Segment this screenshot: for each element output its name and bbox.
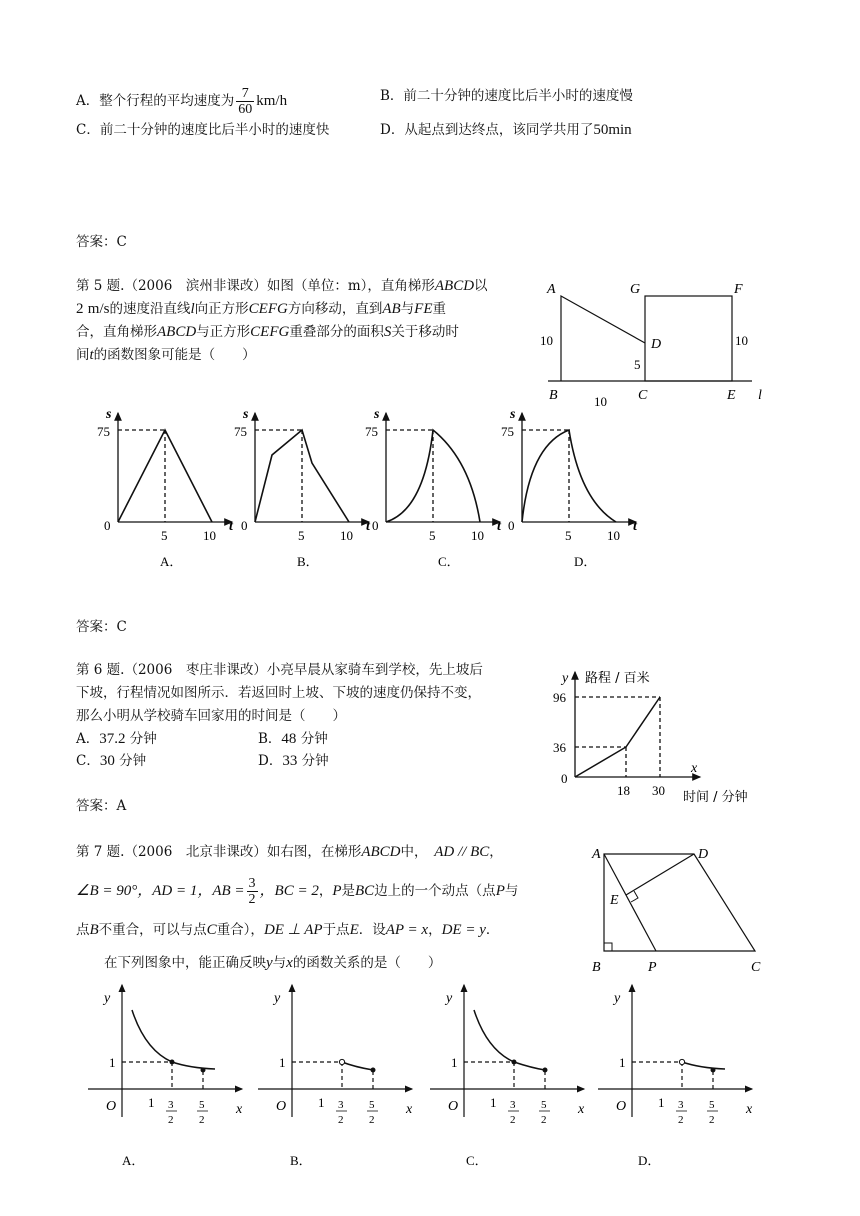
- q4-unit: km/h: [256, 93, 288, 109]
- text: D．: [258, 753, 283, 769]
- text: B: [89, 922, 99, 938]
- tick-75: 75: [97, 424, 110, 439]
- var-abcd: ABCD: [361, 844, 401, 860]
- label-p: P: [648, 960, 657, 975]
- fraction-denominator: 2: [248, 892, 256, 907]
- axis-y-label: y: [562, 671, 569, 686]
- text: 点: [76, 922, 90, 938]
- text: 48: [281, 731, 297, 747]
- text: 是: [341, 883, 356, 899]
- text: 关于移动时: [391, 324, 459, 340]
- tick-x1: 1: [318, 1095, 325, 1110]
- text: 重叠部分的面积: [289, 324, 384, 340]
- tick-y1: 1: [279, 1055, 286, 1070]
- axis-y-label: y: [104, 991, 111, 1006]
- var-s: S: [383, 324, 392, 340]
- text: 与: [272, 955, 287, 971]
- text: 向正方形: [194, 301, 249, 317]
- tick-5-2-den: 2: [369, 1114, 375, 1126]
- curve: [255, 430, 349, 522]
- tick-5-2-num: 5: [369, 1099, 375, 1111]
- q6-line-1: 第 6 题.（2006 枣庄非课改）小亮早晨从家骑车到学校，先上坡后: [76, 662, 483, 678]
- q7-line-4: [104, 953, 441, 973]
- point-solid: [512, 1060, 517, 1065]
- point-open: [679, 1059, 684, 1064]
- label-a: A: [547, 282, 556, 297]
- tick-5: 5: [565, 528, 572, 543]
- text: P: [332, 883, 342, 899]
- q5-graph-d: [501, 407, 638, 569]
- text: 重: [432, 301, 446, 317]
- curve: [386, 430, 480, 522]
- tick-75: 75: [501, 424, 514, 439]
- label-f: F: [734, 282, 743, 297]
- var-abcd: ABCD: [434, 278, 475, 294]
- tick-18: 18: [617, 783, 630, 798]
- label-e: E: [610, 893, 619, 908]
- axis-y-title: 路程 / 百米: [585, 671, 650, 686]
- var-ab: AB: [382, 301, 401, 317]
- q6-option-a: [76, 729, 157, 749]
- curve: [118, 430, 212, 522]
- point-solid: [543, 1068, 548, 1073]
- graph-label-b: B．: [290, 1153, 312, 1168]
- axis-s-label: s: [106, 407, 112, 422]
- text: 中，: [400, 844, 421, 860]
- q5-graph-a: [97, 407, 234, 569]
- text: 方向移动，直到: [287, 301, 383, 317]
- text: E: [349, 922, 359, 938]
- math-parallel: AD // BC: [434, 844, 490, 860]
- q4-option-d-text: D．从起点到达终点，该同学共用了: [380, 122, 594, 138]
- q7-graph-b: [258, 985, 413, 1168]
- text: 与: [400, 301, 415, 317]
- q5-line-3: [76, 322, 459, 342]
- text: ．设: [358, 922, 386, 938]
- q5-line-4: [76, 345, 256, 365]
- curve: [132, 1010, 215, 1069]
- square-cefg: [645, 296, 732, 381]
- q6-option-b: [258, 729, 328, 749]
- origin-label: O: [448, 1099, 459, 1114]
- q7-fraction: [247, 876, 258, 907]
- text: 2: [76, 301, 84, 317]
- q4-option-c: C．前二十分钟的速度比后半小时的速度快: [76, 122, 330, 138]
- curve: [474, 1010, 545, 1070]
- graph-label-a: A．: [160, 554, 183, 569]
- text: 以: [474, 278, 488, 294]
- axis-x-label: x: [746, 1102, 753, 1117]
- tick-5: 5: [161, 528, 168, 543]
- text: 间: [76, 347, 90, 363]
- tick-10: 10: [203, 528, 216, 543]
- tick-5: 5: [429, 528, 436, 543]
- tick-x1: 1: [148, 1095, 155, 1110]
- text: 33: [282, 753, 298, 769]
- point-solid: [711, 1068, 716, 1073]
- origin-label: O: [616, 1099, 627, 1114]
- axis-x-title: 时间 / 分钟: [683, 790, 748, 805]
- label-a: A: [592, 847, 601, 862]
- tick-3-2-num: 3: [168, 1099, 174, 1111]
- text: 合，直角梯形: [76, 324, 157, 340]
- math-conditions: ∠B = 90°，AD = 1，AB =: [76, 883, 245, 899]
- label-c: C: [638, 388, 648, 403]
- text: 与: [504, 883, 519, 899]
- right-angle-e: [631, 891, 638, 902]
- text: A．: [76, 731, 100, 747]
- q4-option-a: [76, 86, 287, 117]
- graph-label-d: D．: [574, 554, 597, 569]
- label-d: D: [651, 337, 662, 352]
- len-cd: 5: [634, 357, 641, 372]
- q6-option-c: [76, 751, 146, 771]
- axis-t-label: t: [229, 519, 233, 534]
- text: 分钟: [301, 753, 329, 769]
- tick-3-2-num: 3: [678, 1099, 684, 1111]
- text: 30: [99, 753, 115, 769]
- segment-de: [626, 854, 694, 895]
- text: 第 5 题.（2006 滨州非课改）如图（单位：m），直角梯形: [76, 278, 435, 294]
- text: 边上的一个动点（点: [374, 883, 496, 899]
- tick-y1: 1: [109, 1055, 116, 1070]
- axis-x-label: x: [406, 1102, 413, 1117]
- tick-5: 5: [298, 528, 305, 543]
- tick-x1: 1: [490, 1095, 497, 1110]
- var-abcd: ABCD: [157, 324, 197, 340]
- q4-option-d: [380, 120, 632, 140]
- fraction-denominator: 60: [238, 102, 253, 117]
- origin-label: 0: [508, 518, 515, 533]
- var-cefg: CEFG: [250, 324, 290, 340]
- text: x: [286, 955, 293, 971]
- text: ．: [485, 922, 500, 938]
- text: 分钟: [129, 731, 157, 747]
- axis-y-label: y: [614, 991, 621, 1006]
- graph-label-c: C．: [466, 1153, 488, 1168]
- text: 第 7 题.（2006 北京非课改）如右图，在梯形: [76, 844, 362, 860]
- len-ab: 10: [540, 333, 553, 348]
- tick-96: 96: [553, 690, 566, 705]
- text: BC: [355, 883, 375, 899]
- var-t: t: [89, 347, 94, 363]
- tick-75: 75: [365, 424, 378, 439]
- q4-option-a-text: A．整个行程的平均速度为: [76, 93, 235, 109]
- axis-s-label: s: [243, 407, 249, 422]
- tick-5-2-num: 5: [709, 1099, 715, 1111]
- label-e: E: [727, 388, 736, 403]
- tick-5-2-den: 2: [541, 1114, 547, 1126]
- tick-10: 10: [340, 528, 353, 543]
- var-l: l: [190, 301, 195, 317]
- axis-x-label: x: [578, 1102, 585, 1117]
- tick-y1: 1: [451, 1055, 458, 1070]
- q7-graph-c: [430, 985, 585, 1168]
- q7-line-3: [76, 920, 499, 940]
- q7-graph-a: [88, 985, 243, 1168]
- q7-graph-d: [598, 985, 753, 1168]
- point-solid: [170, 1060, 175, 1065]
- text: 在下列图象中，能正确反映: [104, 955, 266, 971]
- path-line: [575, 697, 660, 777]
- q5-graph-b: [234, 407, 371, 569]
- origin-label: O: [276, 1099, 287, 1114]
- tick-10: 10: [607, 528, 620, 543]
- graph-label-b: B．: [297, 554, 319, 569]
- q6-option-d: [258, 751, 329, 771]
- text: B．: [258, 731, 282, 747]
- math-perp: DE ⊥ AP: [263, 922, 323, 938]
- math-ap: AP = x: [385, 922, 429, 938]
- fraction-numerator: 7: [236, 86, 254, 102]
- q5-graph-c: [365, 407, 502, 569]
- text: C: [206, 922, 217, 938]
- q4-fraction: [236, 86, 254, 117]
- origin-label: 0: [561, 771, 568, 786]
- var-fe: FE: [414, 301, 433, 317]
- q5-answer: 答案：C: [76, 619, 127, 635]
- tick-3-2-num: 3: [338, 1099, 344, 1111]
- origin-label: O: [106, 1099, 117, 1114]
- axis-x-label: x: [691, 761, 698, 776]
- unit: m/s: [87, 301, 110, 317]
- math-bc: ，BC = 2: [259, 883, 319, 899]
- fraction-numerator: 3: [248, 876, 256, 891]
- axis-s-label: s: [510, 407, 516, 422]
- q4-value: 50: [593, 122, 609, 138]
- q4-answer: 答案：C: [76, 234, 127, 250]
- origin-label: 0: [104, 518, 111, 533]
- q5-line-1: [76, 276, 488, 296]
- label-d: D: [698, 847, 709, 862]
- axis-x-label: x: [236, 1102, 243, 1117]
- tick-75: 75: [234, 424, 247, 439]
- tick-5-2-den: 2: [199, 1114, 205, 1126]
- axis-t-label: t: [497, 519, 501, 534]
- trapezoid-abcd: [604, 854, 755, 951]
- len-fe: 10: [735, 333, 748, 348]
- text: 与正方形: [196, 324, 251, 340]
- q4-unit-min: min: [608, 122, 632, 138]
- tick-5-2-num: 5: [541, 1099, 547, 1111]
- axis-s-label: s: [374, 407, 380, 422]
- tick-y1: 1: [619, 1055, 626, 1070]
- tick-3-2-den: 2: [678, 1114, 684, 1126]
- q7-line-2: [76, 876, 518, 907]
- label-c: C: [751, 960, 761, 975]
- point-solid: [201, 1068, 206, 1073]
- label-g: G: [630, 282, 641, 297]
- tick-5-2-den: 2: [709, 1114, 715, 1126]
- segment-ap: [604, 854, 656, 951]
- axis-y-label: y: [446, 991, 453, 1006]
- tick-5-2-num: 5: [199, 1099, 205, 1111]
- origin-label: 0: [372, 518, 379, 533]
- text: 分钟: [119, 753, 147, 769]
- text: 重合），: [216, 922, 264, 938]
- axis-t-label: t: [366, 519, 370, 534]
- label-b: B: [592, 960, 601, 975]
- trapezoid-edges: [561, 296, 645, 381]
- tick-3-2-den: 2: [510, 1114, 516, 1126]
- tick-30: 30: [652, 783, 665, 798]
- axis-t-label: t: [633, 519, 637, 534]
- tick-36: 36: [553, 740, 566, 755]
- tick-x1: 1: [658, 1095, 665, 1110]
- q6-line-3: 那么小明从学校骑车回家用的时间是（ ）: [76, 708, 346, 724]
- tick-10: 10: [471, 528, 484, 543]
- text: 的速度沿直线: [109, 301, 191, 317]
- text: ，: [318, 883, 333, 899]
- text: 不重合，可以与点: [98, 922, 207, 938]
- math-de: DE = y: [441, 922, 486, 938]
- var-cefg: CEFG: [248, 301, 288, 317]
- len-bc: 10: [594, 394, 607, 409]
- text: 于点: [322, 922, 350, 938]
- text: 分钟: [300, 731, 328, 747]
- graph-label-d: D．: [638, 1153, 661, 1168]
- q7-line-1: 第 7 题.（2006 北京非课改）如右图，在梯形ABCD中， AD // BC，: [76, 844, 503, 860]
- origin-label: 0: [241, 518, 248, 533]
- q4-option-b: B．前二十分钟的速度比后半小时的速度慢: [380, 88, 633, 104]
- q6-line-2: 下坡，行程情况如图所示．若返回时上坡、下坡的速度仍保持不变，: [76, 685, 481, 701]
- axis-y-label: y: [274, 991, 281, 1006]
- label-b: B: [549, 388, 558, 403]
- q6-answer: 答案：A: [76, 798, 127, 814]
- text: C．: [76, 753, 100, 769]
- point-open: [339, 1059, 344, 1064]
- point-solid: [371, 1068, 376, 1073]
- text: 37.2: [99, 731, 126, 747]
- q5-line-2: [76, 299, 446, 319]
- text: 的函数图象可能是（ ）: [93, 347, 256, 363]
- text: y: [266, 955, 273, 971]
- label-l: l: [758, 388, 762, 403]
- tick-3-2-den: 2: [168, 1114, 174, 1126]
- tick-3-2-den: 2: [338, 1114, 344, 1126]
- right-angle-b: [604, 943, 612, 951]
- text: ，: [428, 922, 442, 938]
- curve: [682, 1062, 725, 1069]
- graph-label-a: A．: [122, 1153, 145, 1168]
- text: 的函数关系的是（ ）: [292, 955, 442, 971]
- text: P: [495, 883, 505, 899]
- graph-label-c: C．: [438, 554, 460, 569]
- tick-3-2-num: 3: [510, 1099, 516, 1111]
- curve: [342, 1062, 373, 1070]
- curve: [522, 430, 616, 522]
